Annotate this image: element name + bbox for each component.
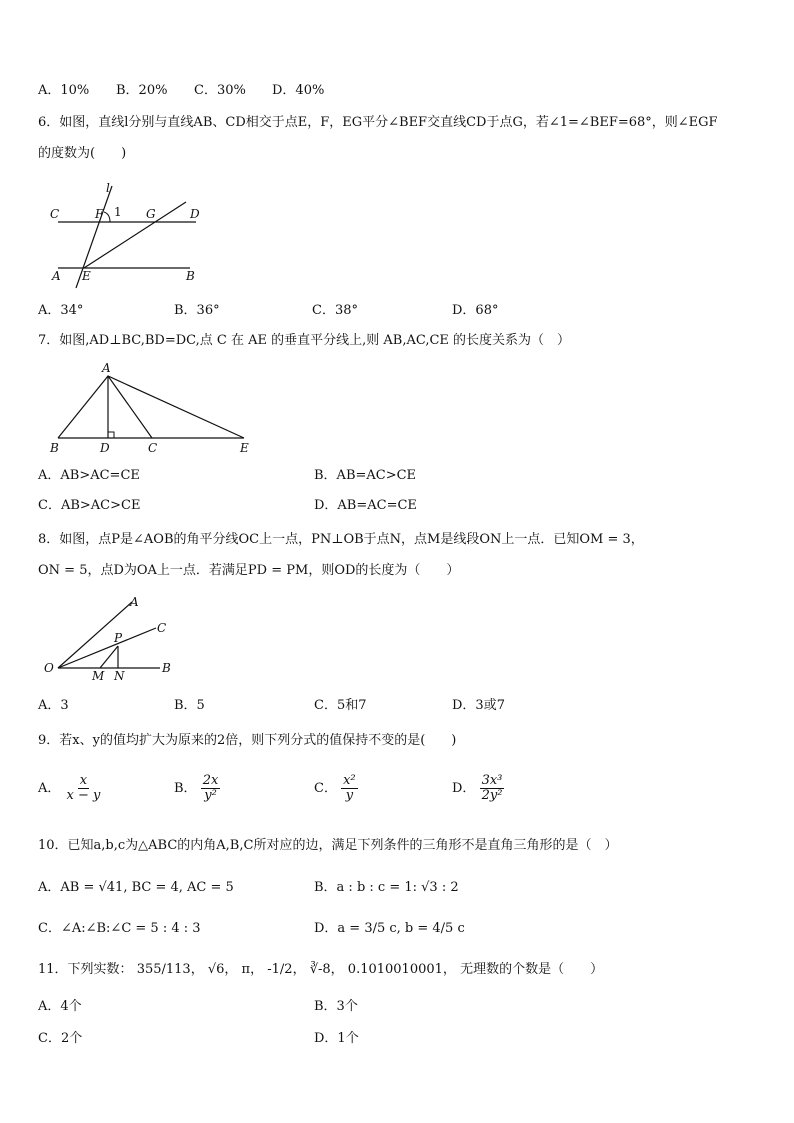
q8-option-b: B．5	[174, 698, 205, 713]
q11-stem-prefix: 11．下列实数：	[38, 962, 133, 977]
q10-stem: 10．已知a,b,c为△ABC的内角A,B,C所对应的边，满足下列条件的三角形不是直角三角形的是（ ）	[38, 838, 618, 853]
q11-item-2: √6	[207, 962, 225, 977]
q9-d-denominator: 2y²	[481, 788, 503, 803]
q6-option-b: B．36°	[174, 303, 220, 318]
q9-a-numerator: x	[79, 773, 88, 788]
q8-stem-line1: 8．如图，点P是∠AOB的角平分线OC上一点，PN⊥OB于点N，点M是线段ON上一点．已知OM = 3，	[38, 532, 644, 547]
q11-option-b: B．3个	[314, 999, 358, 1014]
q11-stem: 11．下列实数： 355/113， √6， π， -1/2， ∛-8， 0.1010010001， 无理数的个数是（ ）	[38, 962, 604, 977]
q5-option-b: B．20%	[116, 83, 168, 98]
q10-option-c: C．∠A:∠B:∠C = 5 : 4 : 3	[38, 921, 201, 936]
label-1: 1	[114, 205, 122, 219]
label-a: A	[52, 269, 61, 283]
triangle-abe-sides	[58, 376, 244, 438]
q11-item-3: π	[241, 962, 251, 977]
q8-figure	[40, 594, 190, 686]
label-d: D	[190, 207, 200, 221]
angle-1-arc	[104, 212, 110, 222]
q5-option-d: D．40%	[272, 83, 325, 98]
q9-c-numerator: x²	[343, 773, 356, 788]
q10-option-d: D．a = 3/5 c, b = 4/5 c	[314, 921, 465, 936]
q6-option-c: C．38°	[312, 303, 358, 318]
label-b: B	[50, 441, 59, 455]
q11-stem-suffix: 无理数的个数是（ ）	[460, 962, 604, 977]
q11-item-4: -1/2	[267, 962, 293, 977]
q8-option-c: C．5和7	[314, 698, 367, 713]
q9-b-numerator: 2x	[202, 773, 219, 788]
q8-option-d: D．3或7	[452, 698, 505, 713]
q7-stem: 7．如图,AD⊥BC,BD=DC,点 C 在 AE 的垂直平分线上,则 AB,AC,CE 的长度关系为（ ）	[38, 333, 571, 348]
q8-option-a: A．3	[38, 698, 69, 713]
q9-d-numerator: 3x³	[481, 773, 503, 788]
label-m: M	[92, 669, 105, 683]
q7-option-c: C．AB>AC>CE	[38, 498, 141, 513]
label-e: E	[82, 269, 91, 283]
q9-c-denominator: y	[345, 788, 354, 803]
q9-option-d: D． $\frac{\text{3x³}}{\text{2y²}}$	[452, 773, 503, 803]
q11-item-1: 355/113	[136, 962, 191, 977]
label-c: C	[148, 441, 158, 455]
right-angle-mark	[108, 432, 114, 438]
q5-option-c: C．30%	[194, 83, 246, 98]
q6-option-d: D．68°	[452, 303, 499, 318]
q9-option-b: B． $\frac{2x}{\text{y²}}$	[174, 773, 219, 803]
label-a: A	[130, 595, 139, 609]
q9-option-a: A． $\frac{x}{x - y}$	[38, 773, 101, 803]
label-l: l	[106, 181, 110, 195]
q11-item-6: 0.1010010001	[347, 962, 443, 977]
label-f: F	[95, 207, 104, 221]
label-b: B	[162, 661, 171, 675]
q11-option-c: C．2个	[38, 1031, 83, 1046]
label-p: P	[114, 631, 123, 645]
label-b: B	[186, 269, 195, 283]
label-d: D	[100, 441, 110, 455]
label-e: E	[240, 441, 249, 455]
segment-ac	[108, 376, 152, 438]
label-o: O	[44, 661, 54, 675]
label-n: N	[114, 669, 125, 683]
q6-stem-line2: 的度数为( )	[38, 146, 127, 161]
q5-option-a: A．10%	[38, 83, 90, 98]
q7-option-a: A．AB>AC=CE	[38, 468, 140, 483]
q6-figure	[40, 180, 220, 292]
label-c: C	[50, 207, 60, 221]
q6-stem-line1: 6．如图，直线l分别与直线AB、CD相交于点E，F，EG平分∠BEF交直线CD于点G，若∠1=∠BEF=68°，则∠EGF	[38, 115, 718, 130]
q10-option-a: A．AB = √41, BC = 4, AC = 5	[38, 880, 234, 895]
label-g: G	[146, 207, 156, 221]
q11-option-a: A．4个	[38, 999, 82, 1014]
q10-option-b: B．a : b : c = 1: √3 : 2	[314, 880, 459, 895]
label-a: A	[102, 361, 111, 375]
q11-option-d: D．1个	[314, 1031, 359, 1046]
q9-a-denominator: x − y	[66, 788, 101, 803]
q7-option-d: D．AB=AC=CE	[314, 498, 417, 513]
q6-option-a: A．34°	[38, 303, 84, 318]
q11-item-5: ∛-8	[309, 962, 331, 977]
ray-oc	[58, 628, 156, 668]
q8-stem-line2: ON = 5，点D为OA上一点．若满足PD = PM，则OD的长度为（ ）	[38, 563, 460, 578]
q9-option-c: C． $\frac{\text{x²}}{y}$	[314, 773, 356, 803]
q9-stem: 9．若x、y的值均扩大为原来的2倍，则下列分式的值保持不变的是( )	[38, 733, 457, 748]
q9-b-denominator: y²	[204, 788, 217, 803]
q7-figure	[44, 360, 258, 456]
q7-option-b: B．AB=AC>CE	[314, 468, 417, 483]
label-c: C	[157, 621, 167, 635]
